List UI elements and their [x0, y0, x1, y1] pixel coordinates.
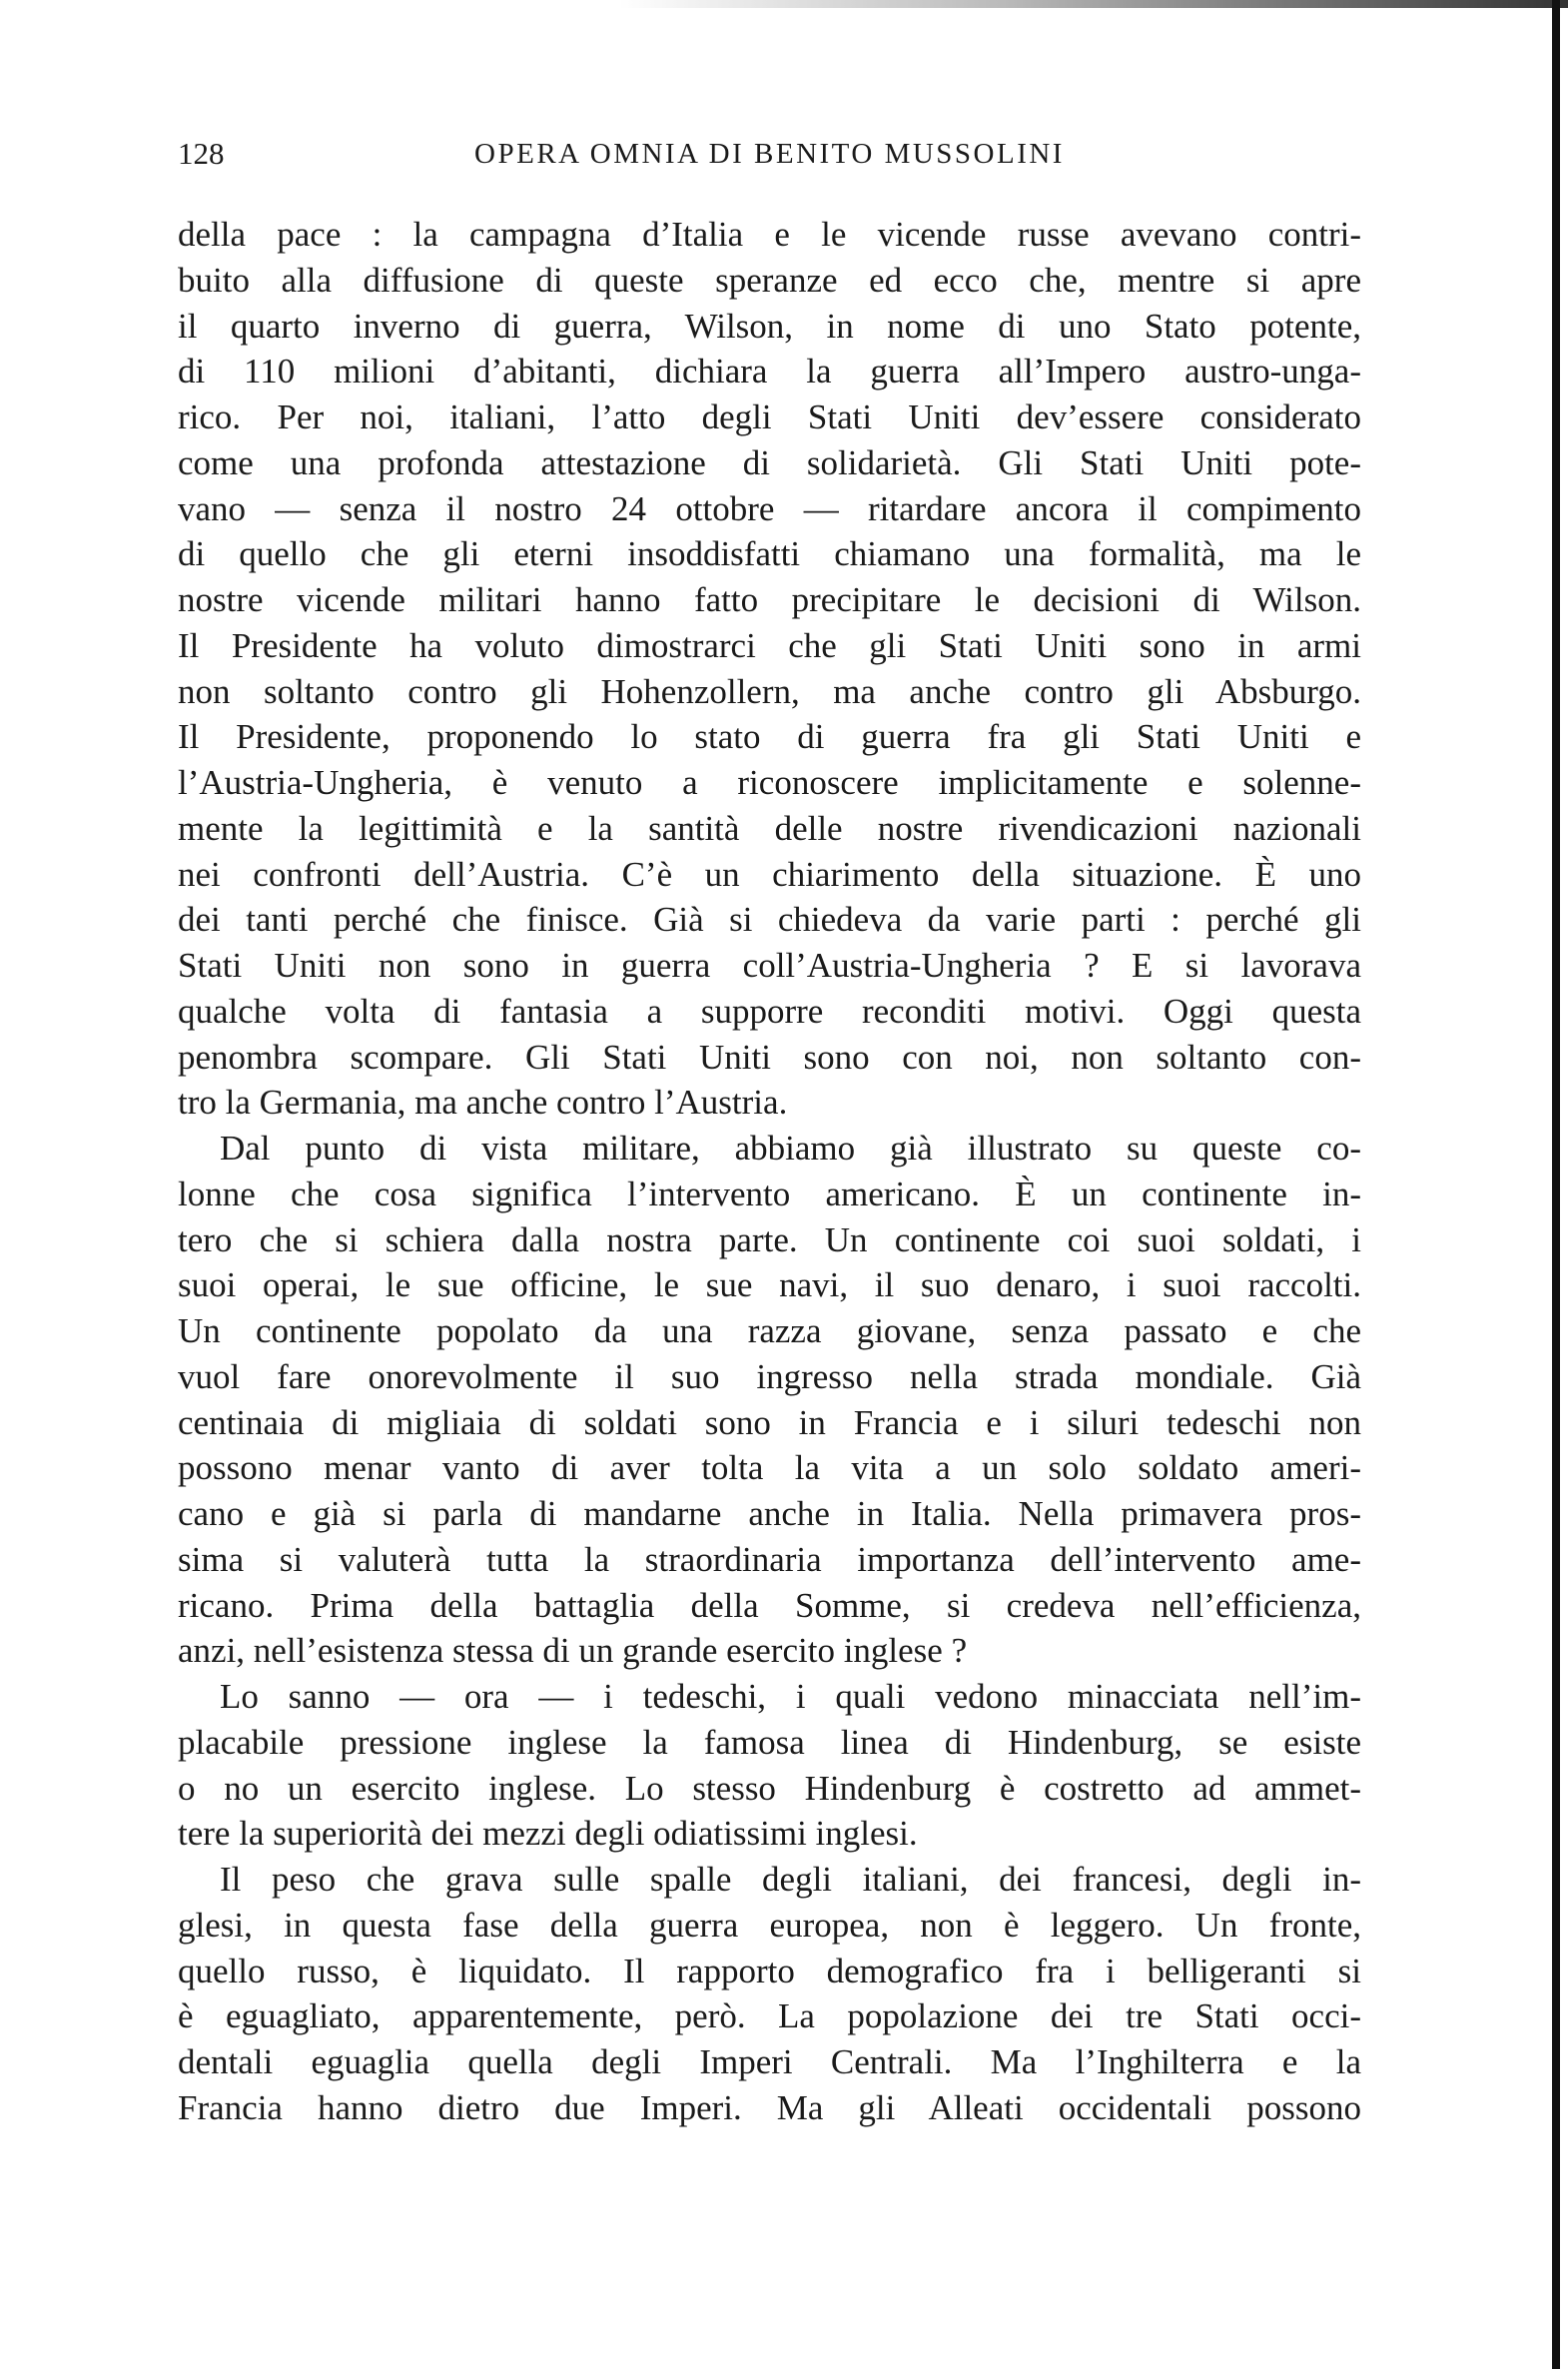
text-line: dentali eguaglia quella degli Imperi Centrali. Ma l’Inghilterra e la — [178, 2042, 1361, 2081]
text-line: tero che si schiera dalla nostra parte. Un continente coi suoi soldati, i — [178, 1219, 1361, 1259]
text-line: Un continente popolato da una razza giovane, senza passato e che — [178, 1311, 1361, 1350]
text-line: nostre vicende militari hanno fatto precipitare le decisioni di Wilson. — [178, 580, 1361, 619]
text-line: Francia hanno dietro due Imperi. Ma gli Alleati occidentali possono — [178, 2087, 1361, 2127]
text-line: anzi, nell’esistenza stessa di un grande esercito inglese ? — [178, 1631, 968, 1671]
text-line: Stati Uniti non sono in guerra coll’Austria-Ungheria ? E si lavorava — [178, 946, 1361, 985]
text-line: rico. Per noi, italiani, l’atto degli Stati Uniti dev’essere considerato — [178, 397, 1361, 436]
text-line: non soltanto contro gli Hohenzollern, ma anche contro gli Absburgo. — [178, 671, 1361, 711]
text-line: buito alla diffusione di queste speranze ed ecco che, mentre si apre — [178, 260, 1361, 300]
text-line: suoi operai, le sue officine, le sue navi, il suo denaro, i suoi raccolti. — [178, 1265, 1361, 1305]
text-line: Dal punto di vista militare, abbiamo già illustrato su queste co- — [220, 1129, 1361, 1168]
text-line: di quello che gli eterni insoddisfatti chiamano una formalità, ma le — [178, 534, 1361, 574]
text-line: dei tanti perché che finisce. Già si chiedeva da varie parti : perché gli — [178, 900, 1361, 940]
text-line: Il Presidente, proponendo lo stato di guerra fra gli Stati Uniti e — [178, 717, 1361, 757]
text-line: come una profonda attestazione di solidarietà. Gli Stati Uniti pote- — [178, 442, 1361, 482]
text-line: vano — senza il nostro 24 ottobre — ritardare ancora il compimento — [178, 488, 1361, 528]
page-header — [178, 128, 1361, 188]
running-title: OPERA OMNIA DI BENITO MUSSOLINI — [474, 138, 1065, 170]
text-line: qualche volta di fantasia a supporre reconditi motivi. Oggi questa — [178, 991, 1361, 1031]
page-number: 128 — [178, 136, 225, 171]
text-line: lonne che cosa significa l’intervento americano. È un continente in- — [178, 1174, 1361, 1213]
text-line: possono menar vanto di aver tolta la vita a un solo soldato ameri- — [178, 1448, 1361, 1488]
text-line: mente la legittimità e la santità delle nostre rivendicazioni nazionali — [178, 808, 1361, 848]
scan-shadow-edge — [1552, 0, 1560, 2369]
text-line: centinaia di migliaia di soldati sono in Francia e i siluri tedeschi non — [178, 1402, 1361, 1442]
text-line: placabile pressione inglese la famosa linea di Hindenburg, se esiste — [178, 1722, 1361, 1762]
text-line: della pace : la campagna d’Italia e le vicende russe avevano contri- — [178, 215, 1361, 254]
text-line: penombra scompare. Gli Stati Uniti sono con noi, non soltanto con- — [178, 1037, 1361, 1077]
text-line: cano e già si parla di mandarne anche in Italia. Nella primavera pros- — [178, 1494, 1361, 1533]
text-line: di 110 milioni d’abitanti, dichiara la guerra all’Impero austro-unga- — [178, 352, 1361, 392]
text-line: ricano. Prima della battaglia della Somme, si credeva nell’efficienza, — [178, 1585, 1361, 1625]
text-line: Il Presidente ha voluto dimostrarci che gli Stati Uniti sono in armi — [178, 625, 1361, 665]
text-line: è eguagliato, apparentemente, però. La popolazione dei tre Stati occi- — [178, 1996, 1361, 2036]
text-line: quello russo, è liquidato. Il rapporto demografico fra i belligeranti si — [178, 1951, 1361, 1990]
scan-shadow-top — [619, 0, 1568, 8]
text-line: nei confronti dell’Austria. C’è un chiarimento della situazione. È uno — [178, 854, 1361, 894]
body-text — [178, 212, 1361, 2131]
text-line: o no un esercito inglese. Lo stesso Hindenburg è costretto ad ammet- — [178, 1768, 1361, 1808]
text-line: l’Austria-Ungheria, è venuto a riconoscere implicitamente e solenne- — [178, 763, 1361, 802]
text-line: glesi, in questa fase della guerra europea, non è leggero. Un fronte, — [178, 1905, 1361, 1945]
text-line: tro la Germania, ma anche contro l’Austria. — [178, 1083, 788, 1123]
text-line: tere la superiorità dei mezzi degli odiatissimi inglesi. — [178, 1814, 918, 1854]
text-line: vuol fare onorevolmente il suo ingresso nella strada mondiale. Già — [178, 1356, 1361, 1396]
text-line: Il peso che grava sulle spalle degli italiani, dei francesi, degli in- — [220, 1860, 1361, 1899]
text-line: Lo sanno — ora — i tedeschi, i quali vedono minacciata nell’im- — [220, 1677, 1361, 1716]
text-line: il quarto inverno di guerra, Wilson, in nome di uno Stato potente, — [178, 306, 1361, 346]
text-line: sima si valuterà tutta la straordinaria importanza dell’intervento ame- — [178, 1539, 1361, 1579]
